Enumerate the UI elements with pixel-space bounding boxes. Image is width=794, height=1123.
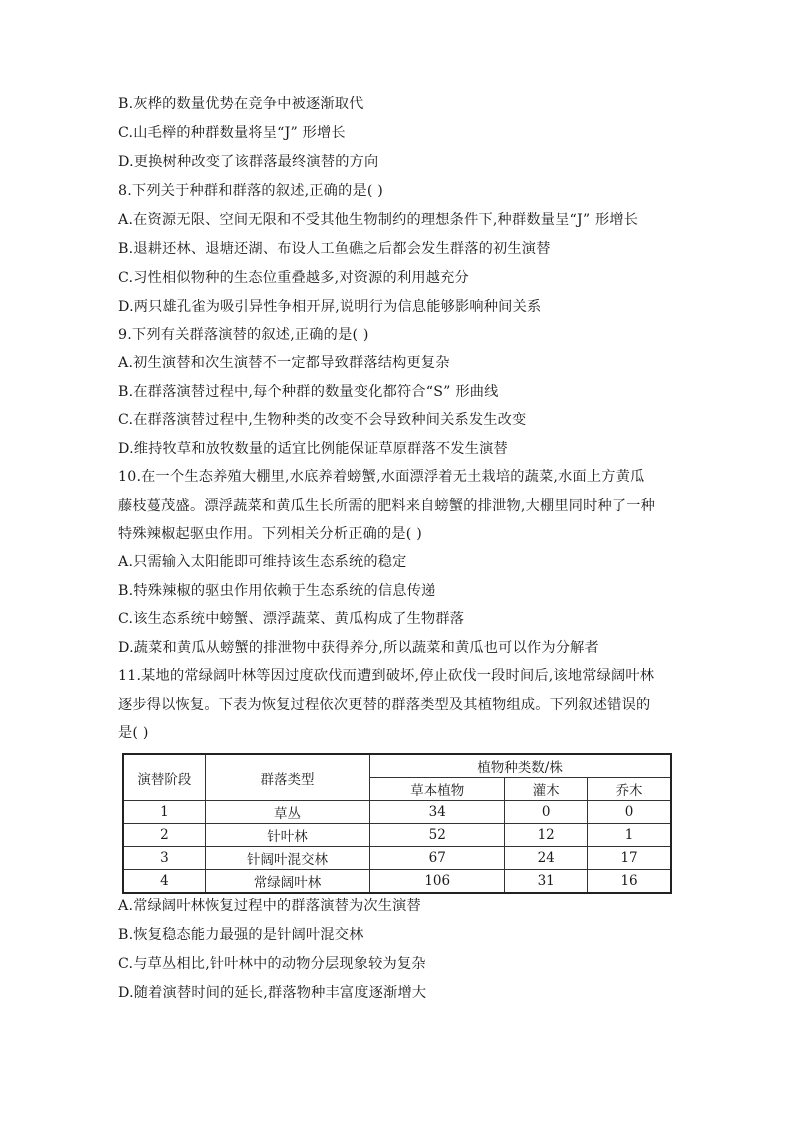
table-row (123, 870, 671, 894)
table-row (123, 801, 671, 824)
cell-shrubs: 0 (505, 801, 588, 824)
header-herbs: 草本植物 (370, 778, 505, 801)
option-c-q11: C.与草丛相比,针叶林中的动物分层现象较为复杂 (118, 956, 426, 972)
cell-stage: 1 (123, 801, 205, 824)
cell-trees: 0 (588, 801, 671, 824)
option-d-q8: D.两只雄孔雀为吸引异性争相开屏,说明行为信息能够影响种间关系 (118, 299, 542, 315)
cell-trees: 17 (588, 847, 671, 870)
option-b-q9: B.在群落演替过程中,每个种群的数量变化都符合“S” 形曲线 (118, 384, 499, 400)
option-b-q10: B.特殊辣椒的驱虫作用依赖于生态系统的信息传递 (118, 583, 436, 599)
option-d-q10: D.蔬菜和黄瓜从螃蟹的排泄物中获得养分,所以蔬菜和黄瓜也可以作为分解者 (118, 640, 599, 656)
cell-type: 针阔叶混交林 (205, 847, 369, 870)
option-b-q11: B.恢复稳态能力最强的是针阔叶混交林 (118, 927, 364, 943)
cell-stage: 2 (123, 824, 205, 847)
option-c-q10: C.该生态系统中螃蟹、漂浮蔬菜、黄瓜构成了生物群落 (118, 611, 465, 627)
cell-trees: 16 (588, 870, 671, 894)
question-11-stem-line1: 11.某地的常绿阔叶林等因过度砍伐而遭到破坏,停止砍伐一段时间后,该地常绿阔叶林 (118, 668, 655, 684)
option-a-q8: A.在资源无限、空间无限和不受其他生物制约的理想条件下,种群数量呈“J” 形增长 (118, 212, 639, 228)
cell-herbs: 67 (370, 847, 505, 870)
option-a-q9: A.初生演替和次生演替不一定都导致群落结构更复杂 (118, 355, 450, 371)
option-b-q8: B.退耕还林、退塘还湖、布设人工鱼礁之后都会发生群落的初生演替 (118, 241, 551, 257)
cell-type: 针叶林 (205, 824, 369, 847)
cell-type: 常绿阔叶林 (205, 870, 369, 894)
header-shrubs: 灌木 (505, 778, 588, 801)
cell-herbs: 34 (370, 801, 505, 824)
header-plant-species: 植物种类数/株 (370, 754, 671, 778)
option-c-q9: C.在群落演替过程中,生物种类的改变不会导致种间关系发生改变 (118, 412, 527, 428)
cell-stage: 4 (123, 870, 205, 894)
header-trees: 乔木 (588, 778, 671, 801)
option-c-q7: C.山毛榉的种群数量将呈“J” 形增长 (118, 125, 346, 141)
table-row (123, 824, 671, 847)
cell-trees: 1 (588, 824, 671, 847)
question-10-stem-line1: 10.在一个生态养殖大棚里,水底养着螃蟹,水面漂浮着无土栽培的蔬菜,水面上方黄瓜 (118, 469, 645, 485)
question-8-stem: 8.下列关于种群和群落的叙述,正确的是( ) (118, 183, 384, 199)
question-10-stem-line3: 特殊辣椒起驱虫作用。下列相关分析正确的是( ) (118, 526, 422, 542)
table-row (123, 847, 671, 870)
header-stage: 演替阶段 (123, 754, 205, 801)
cell-herbs: 52 (370, 824, 505, 847)
cell-type: 草丛 (205, 801, 369, 824)
option-b-q7: B.灰桦的数量优势在竞争中被逐渐取代 (118, 96, 364, 112)
question-11-stem-line2: 逐步得以恢复。下表为恢复过程依次更替的群落类型及其植物组成。下列叙述错误的 (118, 697, 651, 713)
cell-herbs: 106 (370, 870, 505, 894)
succession-table (122, 753, 672, 894)
cell-shrubs: 12 (505, 824, 588, 847)
option-a-q11: A.常绿阔叶林恢复过程中的群落演替为次生演替 (118, 898, 421, 914)
question-9-stem: 9.下列有关群落演替的叙述,正确的是( ) (118, 327, 369, 343)
option-d-q11: D.随着演替时间的延长,群落物种丰富度逐渐增大 (118, 985, 427, 1001)
question-10-stem-line2: 藤枝蔓茂盛。漂浮蔬菜和黄瓜生长所需的肥料来自螃蟹的排泄物,大棚里同时种了一种 (118, 498, 656, 514)
cell-shrubs: 31 (505, 870, 588, 894)
header-community-type: 群落类型 (205, 754, 369, 801)
option-d-q7: D.更换树种改变了该群落最终演替的方向 (118, 154, 379, 170)
option-a-q10: A.只需输入太阳能即可维持该生态系统的稳定 (118, 554, 407, 570)
cell-shrubs: 24 (505, 847, 588, 870)
question-11-stem-line3: 是( ) (118, 725, 149, 741)
option-d-q9: D.维持牧草和放牧数量的适宜比例能保证草原群落不发生演替 (118, 441, 508, 457)
option-c-q8: C.习性相似物种的生态位重叠越多,对资源的利用越充分 (118, 270, 469, 286)
cell-stage: 3 (123, 847, 205, 870)
